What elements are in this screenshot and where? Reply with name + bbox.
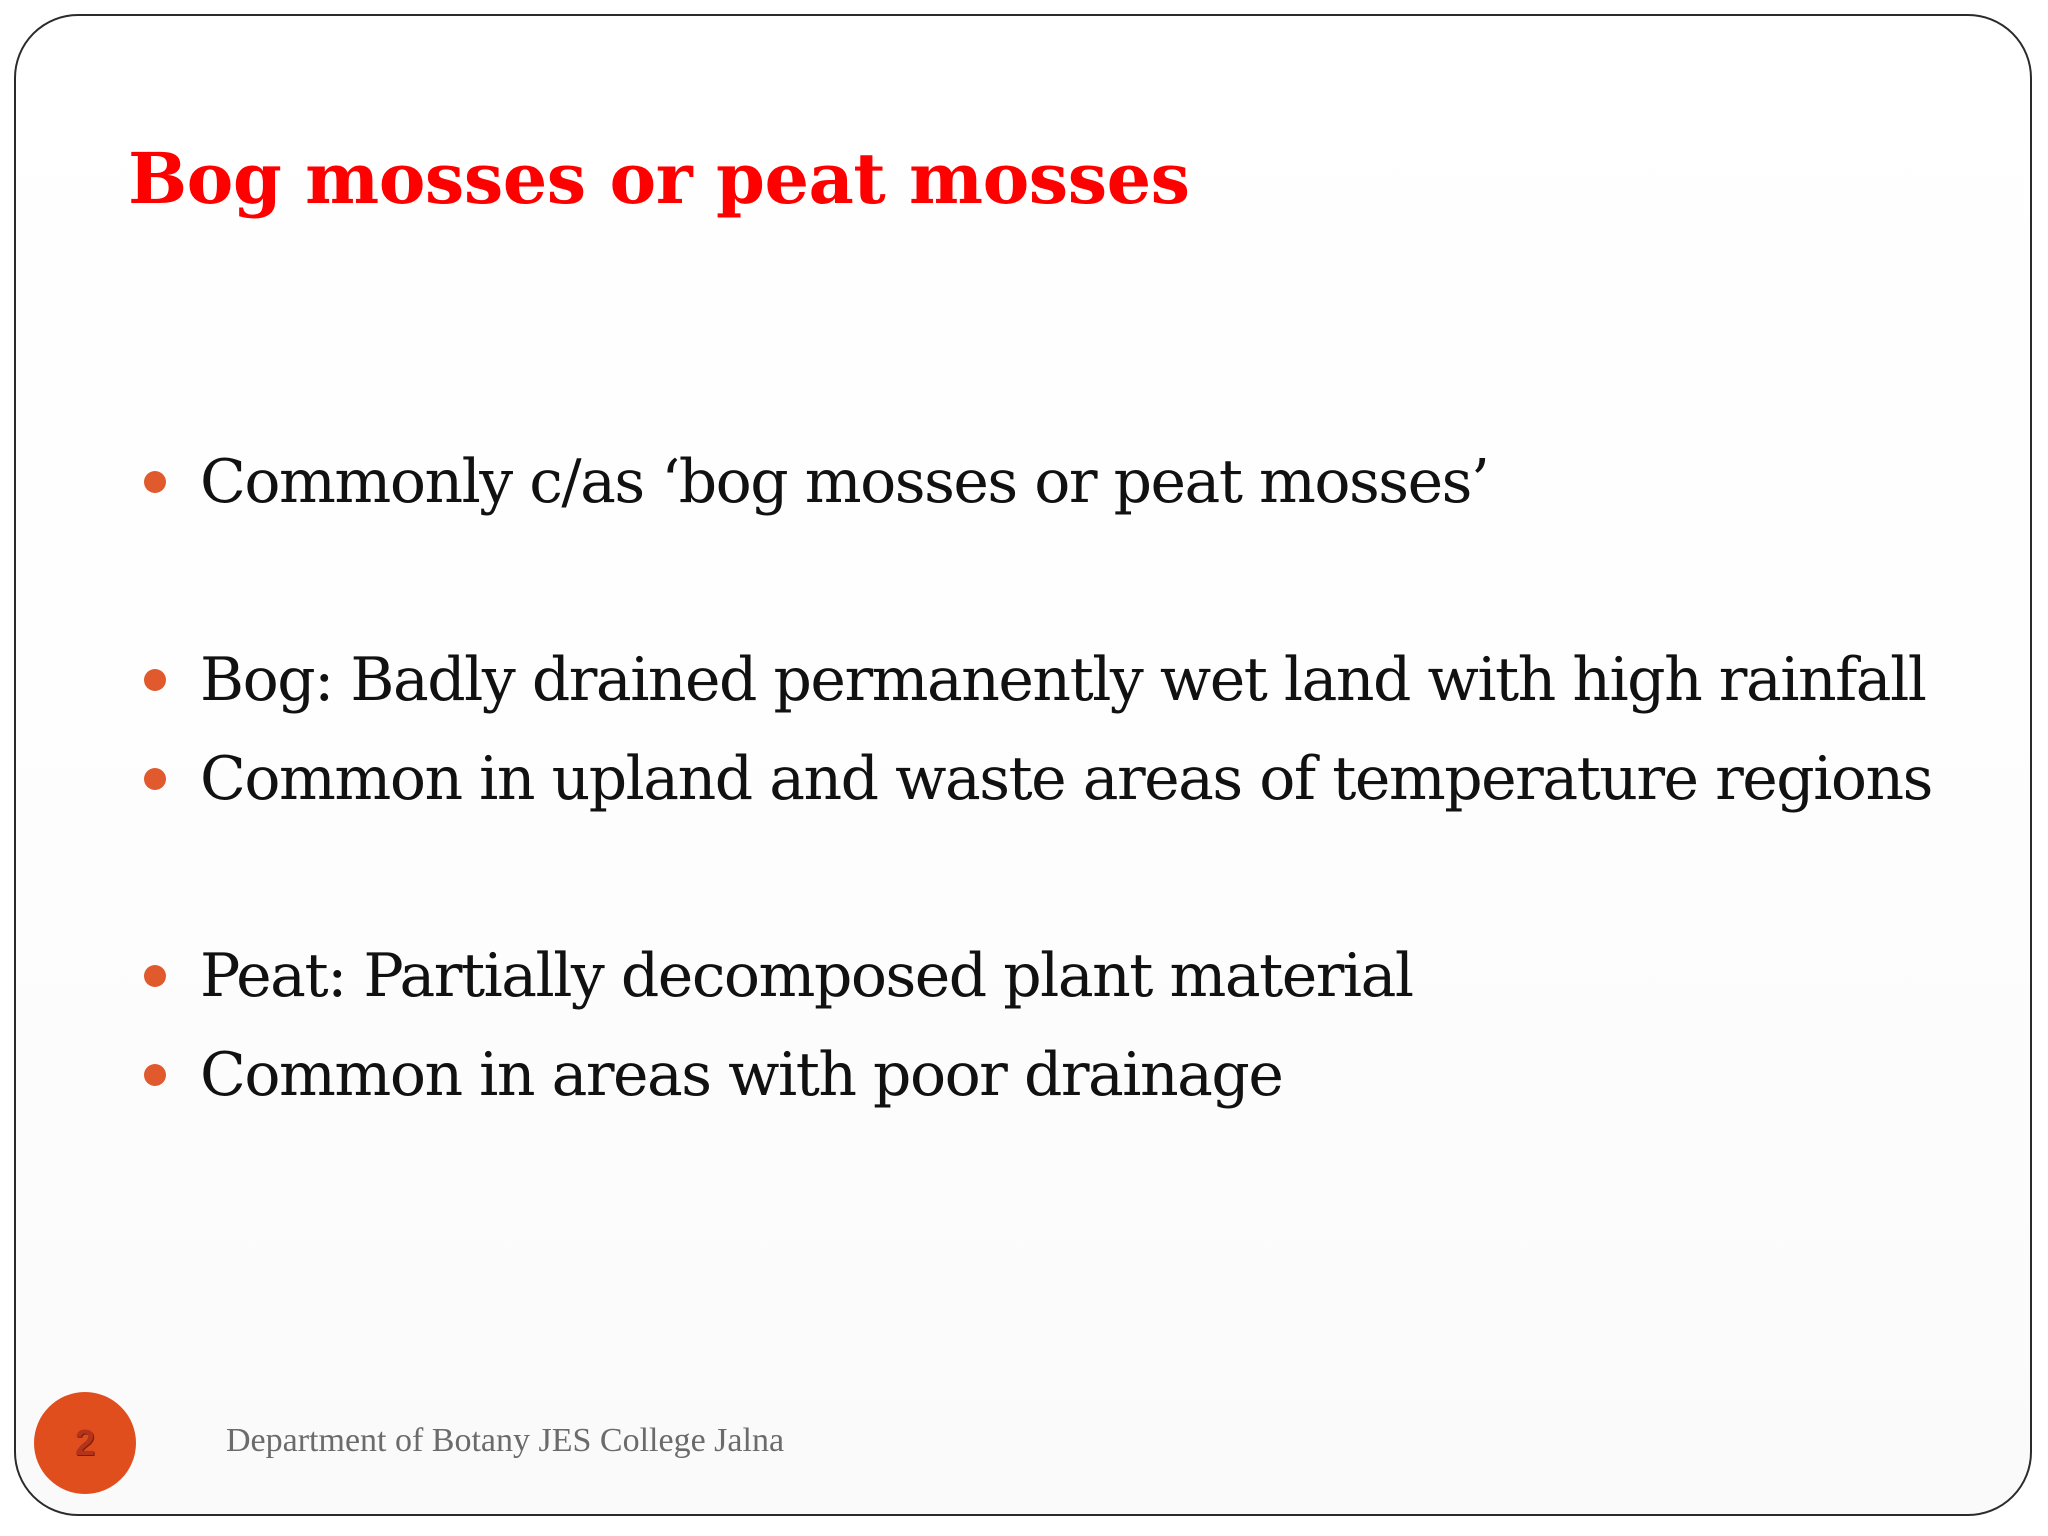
- bullet-text: Commonly c/as ‘bog mosses or peat mosses’: [200, 447, 1489, 517]
- bullet-item: [144, 931, 1413, 1021]
- page-number: 2: [74, 1422, 96, 1463]
- bullet-text: Common in upland and waste areas of temperature regions: [200, 744, 1932, 814]
- bullet-dot-icon: [144, 768, 166, 790]
- bullet-dot-icon: [144, 965, 166, 987]
- bullet-item: [144, 437, 1488, 527]
- slide-title: Bog mosses or peat mosses: [128, 137, 1190, 220]
- bullet-item: [144, 1030, 1282, 1120]
- bullet-item: [144, 734, 1932, 824]
- bullet-text: Peat: Partially decomposed plant material: [200, 941, 1413, 1011]
- bullet-item: [144, 635, 1925, 725]
- bullet-text: Bog: Badly drained permanently wet land with high rainfall: [200, 645, 1926, 715]
- bullet-dot-icon: [144, 471, 166, 493]
- bullet-dot-icon: [144, 1064, 166, 1086]
- bullet-list: [16, 16, 2030, 1514]
- page-number-badge: [34, 1392, 136, 1494]
- bullet-dot-icon: [144, 669, 166, 691]
- footer-text: Department of Botany JES College Jalna: [226, 1422, 785, 1459]
- bullet-text: Common in areas with poor drainage: [200, 1040, 1283, 1110]
- slide: [14, 14, 2032, 1516]
